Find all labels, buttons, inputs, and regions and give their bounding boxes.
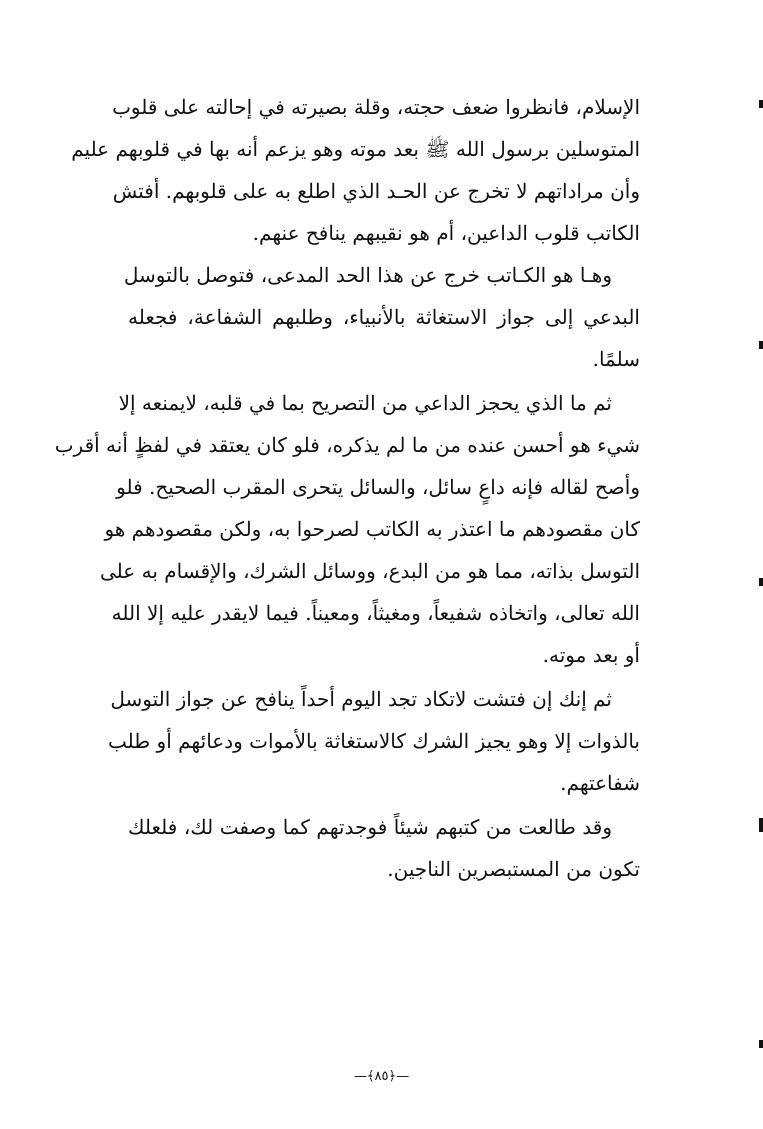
text-line: شيء هو أحسن عنده من ما لم يذكره، فلو كان يعتقد في لفظٍ أنه أقرب (54, 433, 640, 457)
text-line: الإسلام، فانظروا ضعف حجته، وقلة بصيرته في إحالته على قلوب (112, 95, 640, 119)
text-line: أو بعد موته. (542, 643, 640, 667)
text-line: ثم ما الذي يحجز الداعي من التصريح بما في قلبه، لايمنعه إلا (118, 391, 612, 415)
text-line: وهـا هو الكـاتب خرج عن هذا الحد المدعى، فتوصل بالتوسل (123, 263, 612, 287)
text-line: وقد طالعت من كتبهم شيئاً فوجدتهم كما وصفت لك، فلعلك (128, 815, 612, 839)
text-line: الكاتب قلوب الداعين، أم هو نقيبهم ينافح عنهم. (252, 221, 640, 245)
scan-edge-mark (759, 818, 763, 832)
scan-edge-mark (759, 100, 763, 108)
text-line: التوسل بذاته، مما هو من البدع، ووسائل الشرك، والإقسام به على (100, 559, 640, 583)
paragraph-5 (128, 806, 640, 890)
scan-edge-mark (759, 341, 763, 349)
paragraph-2 (123, 254, 640, 380)
text-line: تكون من المستبصرين الناجين. (387, 857, 640, 881)
text-line: كان مقصودهم ما اعتذر به الكاتب لصرحوا به، ولكن مقصودهم هو (104, 517, 640, 541)
text-line: ثم إنك إن فتشت لاتكاد تجد اليوم أحداً ينافح عن جواز التوسل (110, 687, 612, 711)
text-line: شفاعتهم. (560, 771, 640, 795)
text-line: البدعي إلى جواز الاستغاثة بالأنبياء، وطلبهم الشفاعة، فجعله (128, 305, 640, 329)
paragraph-4 (108, 678, 640, 804)
text-line: المتوسلين برسول الله ﷺ بعد موته وهو يزعم أنه بها في قلوبهم عليم (71, 137, 640, 161)
text-line: وأن مراداتهم لا تخرج عن الحـد الذي اطلع به على قلوبهم. أفتش (112, 179, 640, 203)
scan-edge-mark (759, 1040, 763, 1048)
paragraph-3 (54, 382, 640, 676)
scan-edge-mark (759, 578, 763, 586)
text-line: وأصح لقاله فإنه داعٍ سائل، والسائل يتحرى المقرب الصحيح. فلو (116, 475, 640, 499)
paragraph-1 (71, 86, 640, 254)
body-text (54, 86, 640, 890)
page-number: —﴿٨٥﴾— (353, 1069, 410, 1084)
text-line: الله تعالى، واتخاذه شفيعاً، ومغيثاً، ومعيناً. فيما لايقدر عليه إلا الله (111, 601, 640, 625)
text-line: بالذوات إلا وهو يجيز الشرك كالاستغاثة بالأموات ودعائهم أو طلب (108, 729, 640, 753)
text-line: سلمًا. (592, 347, 640, 371)
